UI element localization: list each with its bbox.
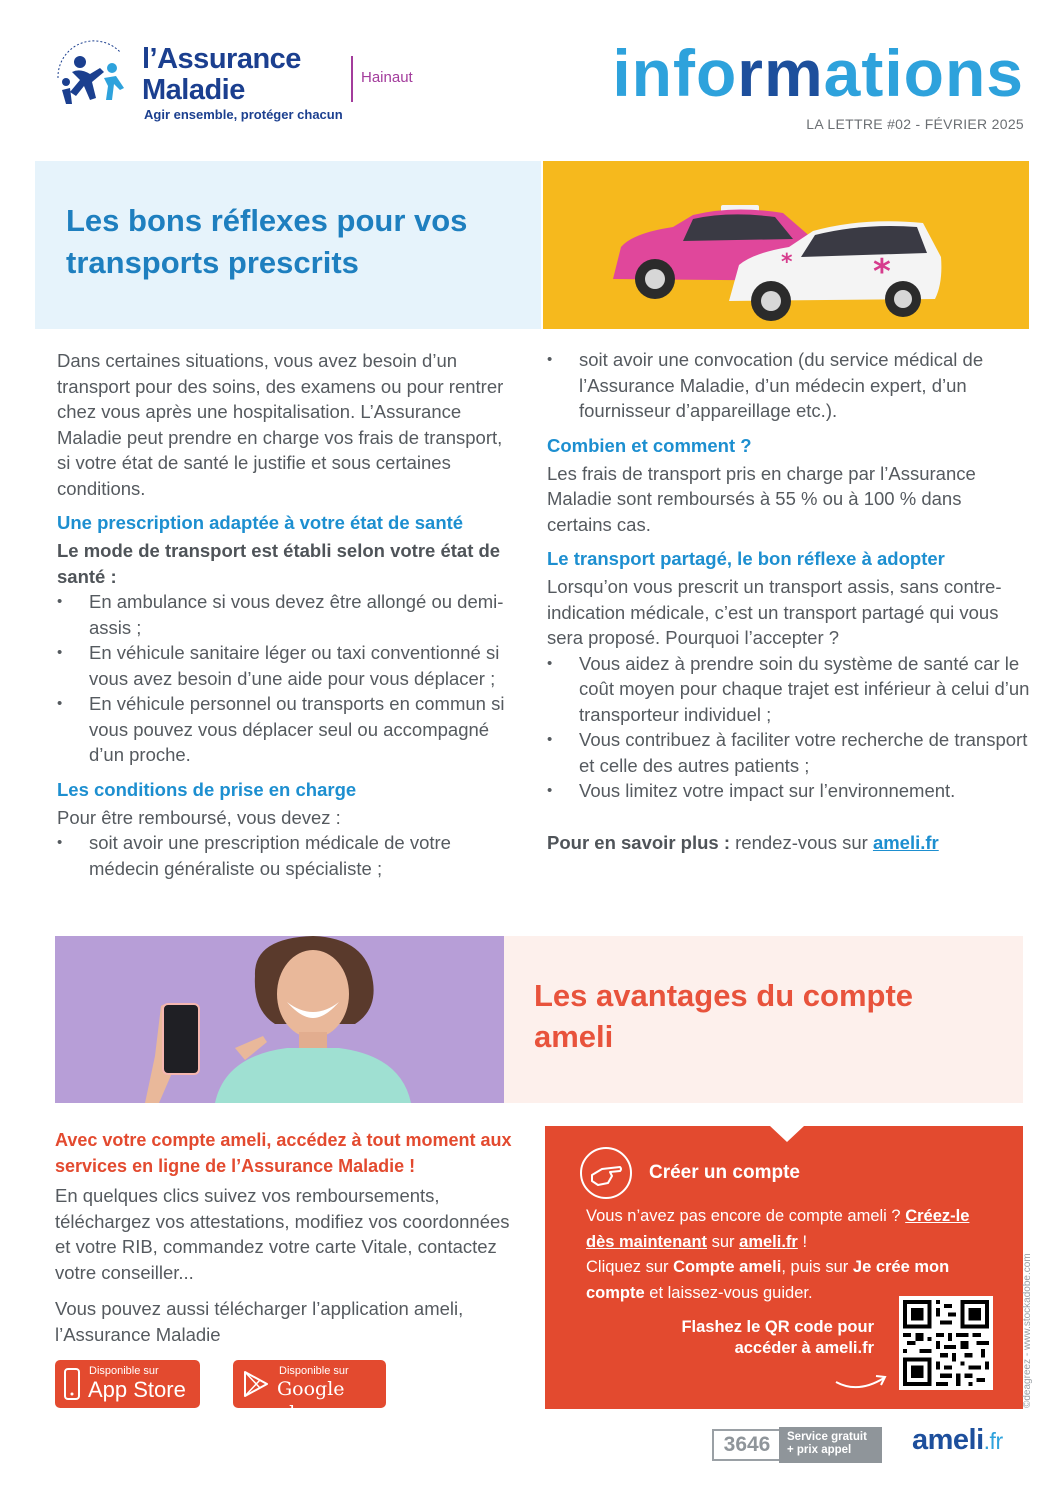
smartphone-icon [64, 1368, 80, 1400]
section-heading-conditions: Les conditions de prise en charge [57, 778, 357, 800]
newsletter-title [612, 38, 1024, 108]
section-text-reimbursement: Les frais de transport pris en charge par l’Assurance Maladie sont remboursés à 55 % ou à 100 % dans certains cas. [547, 462, 976, 535]
section-heading-shared-transport: Le transport partagé, le bon réflexe à adopter [547, 548, 945, 569]
google-play-label: Google play [277, 1378, 345, 1424]
app-store-label: App Store [88, 1377, 186, 1402]
title-part-dark: rm [737, 36, 824, 110]
red-text-6: et laissez-vous guider. [649, 1283, 813, 1302]
more-info [547, 830, 1031, 856]
brand-tagline: Agir ensemble, protéger chacun [144, 107, 343, 122]
ameli-lead: Avec votre compte ameli, accédez à tout moment aux services en ligne de l’Assurance Maladie ! [55, 1130, 512, 1176]
svg-text:*: * [781, 250, 793, 275]
cars-illustration [543, 161, 1029, 329]
taxi-and-ambulance-cars-icon [543, 161, 1029, 329]
list-item: • Vous aidez à prendre soin du système de santé car le coût moyen pour chaque trajet est inférieur à celui d’un transporteur individuel ; [547, 651, 1031, 728]
app-store-button[interactable] [55, 1360, 200, 1408]
brand-name-line2: Maladie [142, 74, 245, 106]
conditions-list-continued [547, 347, 1031, 424]
title-part-light-end: ations [823, 36, 1024, 110]
assurance-maladie-logo-icon [50, 38, 138, 118]
article-title: Les bons réflexes pour vos transports prescrits [66, 203, 468, 280]
article-intro: Dans certaines situations, vous avez besoin d’un transport pour des soins, des examens ou pour rentrer chez vous après une hospitalisation. L’Assurance Maladie peut prendre en charge vos frais de transport, si votre état de santé le justifie et sous certaines conditions. [57, 350, 504, 499]
list-item: • soit avoir une convocation (du service médical de l’Assurance Maladie, d’un médecin expert, d’un fournisseur d’appareillage etc.). [547, 347, 1031, 424]
list-item: • Vous limitez votre impact sur l’environnement. [547, 778, 1031, 804]
list-item: • soit avoir une prescription médicale de votre médecin généraliste ou spécialiste ; [57, 830, 505, 881]
list-item: • En véhicule sanitaire léger ou taxi conventionné si vous avez besoin d’une aide pour vous déplacer ; [57, 640, 505, 691]
create-now-link[interactable]: Créez-le dès maintenant [586, 1207, 970, 1251]
issue-label: LA LETTRE #02 - FÉVRIER 2025 [806, 116, 1024, 132]
qr-code[interactable] [899, 1296, 993, 1390]
compte-ameli-label: Compte ameli [673, 1258, 782, 1276]
create-account-instructions [586, 1204, 986, 1306]
pointing-hand-glyph-icon [582, 1149, 630, 1197]
red-text-4: Cliquez sur [586, 1258, 669, 1276]
box-notch [770, 1126, 804, 1142]
transport-modes-list [57, 589, 505, 768]
phone-service-label: Service gratuit + prix appel [779, 1427, 882, 1463]
section-heading-prescription: Une prescription adaptée à votre état de santé [57, 512, 464, 533]
je-cree-mon-compte-label: Je crée mon compte [586, 1258, 950, 1302]
section-lead-conditions: Pour être remboursé, vous devez : [57, 806, 341, 828]
create-account-title: Créer un compte [649, 1162, 800, 1183]
pointing-hand-icon [580, 1147, 632, 1199]
brand-name-line1: l’Assurance [142, 43, 301, 75]
ameli-description: En quelques clics suivez vos remboursements, téléchargez vos attestations, modifiez vos coordonnées et votre RIB, commandez votre carte Vitale, contactez votre conseiller... [55, 1185, 510, 1283]
ameli-fr-link[interactable]: ameli.fr [739, 1232, 798, 1251]
list-item: • Vous contribuez à faciliter votre recherche de transport et celle des autres patients ; [547, 727, 1031, 778]
article-column-left [57, 348, 505, 881]
woman-with-phone-icon [55, 936, 504, 1103]
svg-text:*: * [873, 252, 891, 292]
ameli-logo-brand: ameli [912, 1424, 984, 1456]
phone-number[interactable]: 3646 [712, 1429, 782, 1461]
region-label: Hainaut [361, 69, 413, 86]
qr-code-icon [903, 1300, 989, 1386]
red-text-5: , puis sur [781, 1258, 849, 1276]
more-info-text: rendez-vous sur [735, 831, 868, 853]
section-lead-prescription: Le mode de transport est établi selon votre état de santé : [57, 540, 501, 587]
ameli-section-title: Les avantages du compte ameli [534, 978, 914, 1054]
conditions-list [57, 830, 505, 881]
header-divider [351, 56, 353, 102]
ameli-logo-tld: .fr [983, 1428, 1003, 1454]
more-info-label: Pour en savoir plus : [547, 831, 730, 853]
woman-with-phone-photo [55, 936, 504, 1103]
curved-arrow-icon [834, 1364, 890, 1392]
red-text-2: sur [711, 1232, 735, 1251]
red-text-3: ! [802, 1232, 808, 1251]
title-part-light: info [612, 36, 738, 110]
google-play-small-label: Disponible sur [279, 1365, 349, 1377]
article-column-right [547, 348, 1031, 855]
list-item: • En ambulance si vous devez être allongé ou demi-assis ; [57, 589, 505, 640]
section-heading-reimbursement: Combien et comment ? [547, 434, 752, 456]
ameli-app-text: Vous pouvez aussi télécharger l’application ameli, l’Assurance Maladie [55, 1298, 464, 1345]
red-text-1: Vous n’avez pas encore de compte ameli ? [586, 1207, 901, 1225]
google-play-icon [242, 1370, 270, 1398]
ameli-link[interactable]: ameli.fr [872, 831, 939, 853]
list-item: • En véhicule personnel ou transports en commun si vous pouvez vous déplacer seul ou accompagné d’un proche. [57, 691, 505, 768]
photo-credit-text: ©deagreez - www.stockadobe.com [1022, 1253, 1033, 1408]
ameli-fr-logo [912, 1424, 1003, 1457]
google-play-button[interactable] [233, 1360, 386, 1424]
app-store-small-label: Disponible sur [89, 1365, 159, 1377]
shared-transport-benefits-list [547, 651, 1031, 804]
qr-instruction: Flashez le QR code pour accéder à ameli.fr [681, 1318, 874, 1357]
section-text-shared-transport: Lorsqu’on vous prescrit un transport assis, sans contre-indication médicale, c’est un transport partagé qui vous sera proposé. Pourquoi l’accepter ? [547, 576, 1002, 648]
photo-credit [1022, 1228, 1036, 1408]
